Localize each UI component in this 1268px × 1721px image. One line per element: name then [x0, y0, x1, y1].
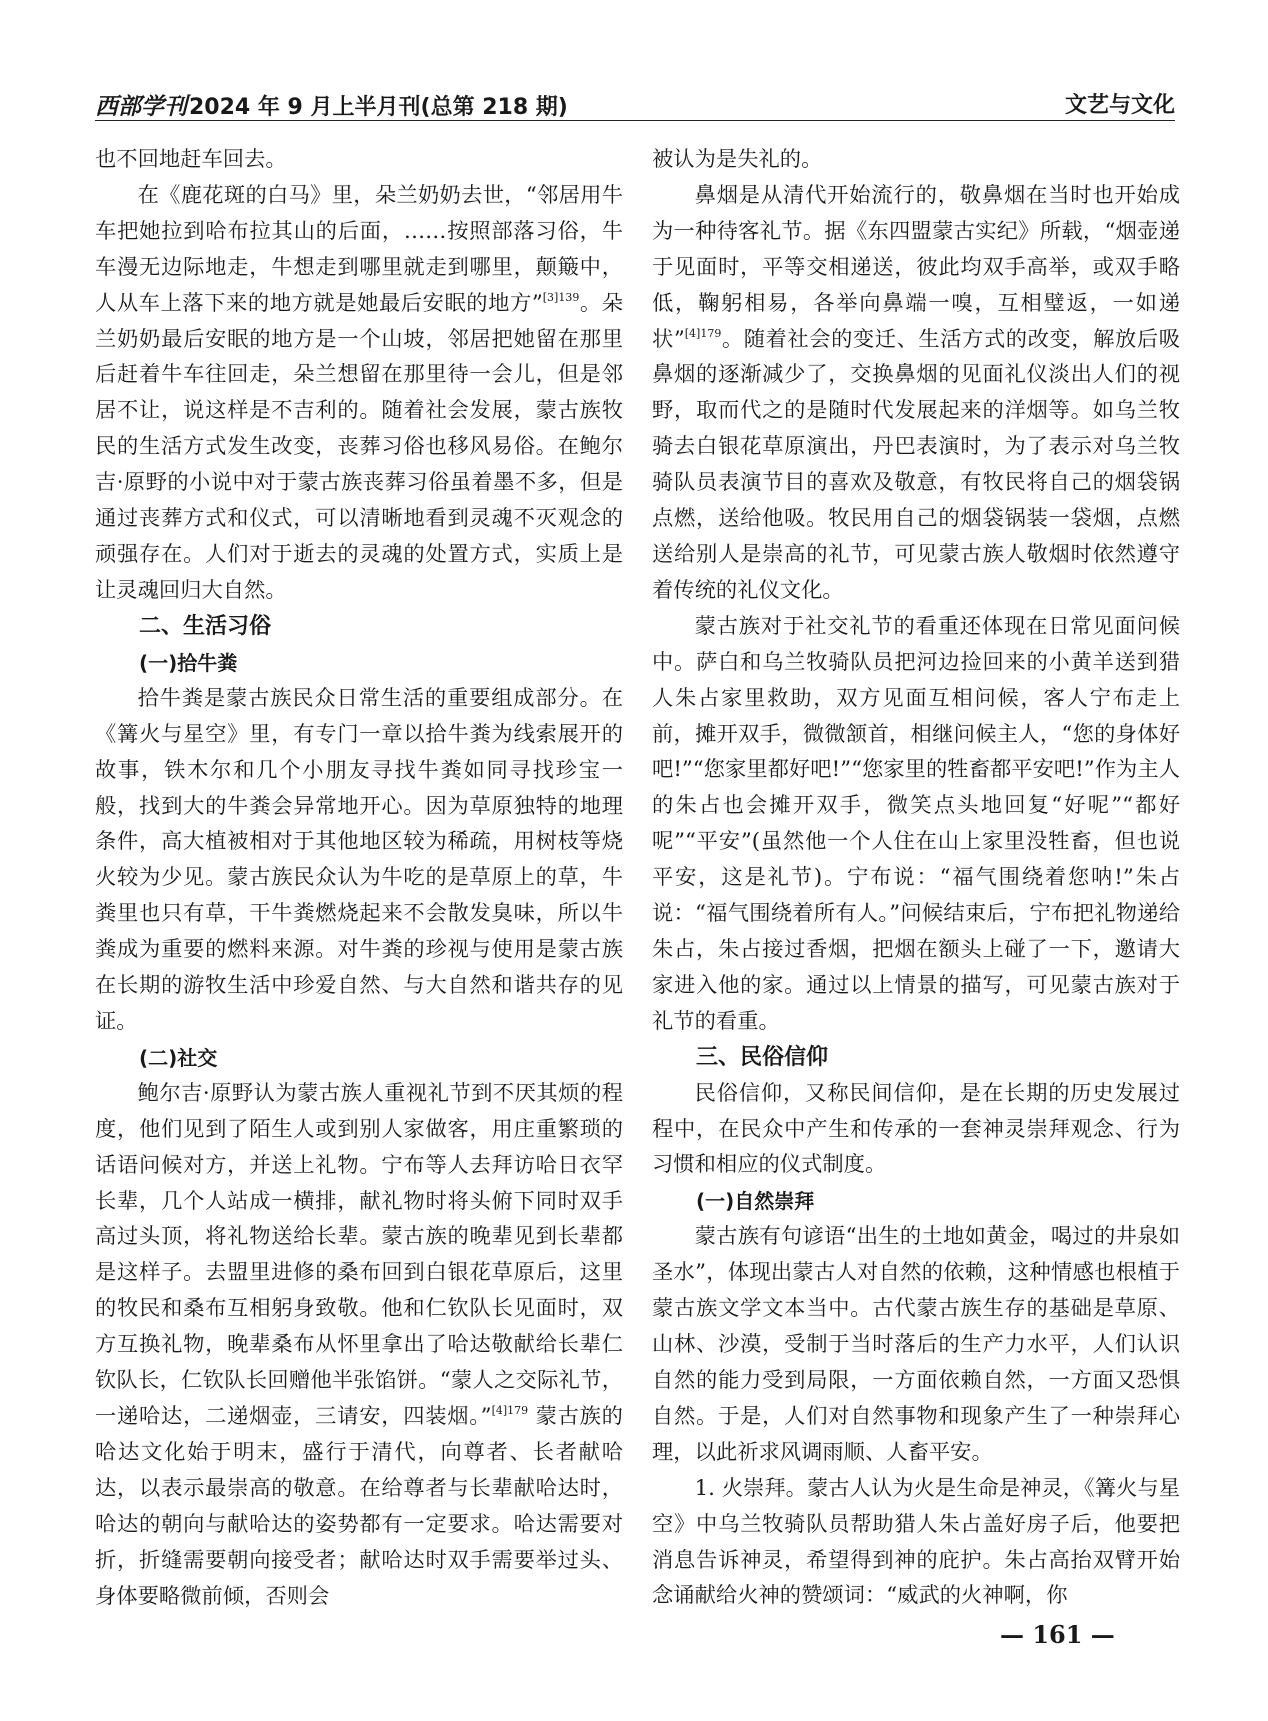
paragraph-text: 鲍尔吉·原野认为蒙古族人重视礼节到不厌其烦的程度，他们见到了陌生人或到别人家做客，用庄重繁琐的话语问候对方，并送上礼物。宁布等人去拜访哈日衣罕长辈，几个人站成一横排，献礼物时将头俯下同时双手高过头顶，将礼物送给长辈。蒙古族的晚辈见到长辈都是这样子。去盟里进修的桑布回到白银花草原后，这里的牧民和桑布互相躬身致敬。他和仁钦队长见面时，双方互换礼物，晚辈桑布从怀里拿出了哈达敬献给长辈仁钦队长，仁钦队长回赠他半张馅饼。“蒙人之交际礼节，一递哈达，二递烟壶，三请安，四装烟。”: [95, 1080, 623, 1429]
left-column: [95, 142, 623, 1614]
paragraph-text: 。朵兰奶奶最后安眠的地方是一个山坡，邻居把她留在那里后赶着牛车往回走，朵兰想留在那里待一会儿，但是邻居不让，说这样是不吉利的。随着社会发展，蒙古族牧民的生活方式发生改变，丧葬习俗也移风易俗。在鲍尔吉·原野的小说中对于蒙古族丧葬习俗虽着墨不多，但是通过丧葬方式和仪式，可以清晰地看到灵魂不灭观念的顽强存在。人们对于逝去的灵魂的处置方式，实质上是让灵魂回归大自然。: [95, 290, 623, 603]
paragraph: [652, 178, 1180, 609]
paragraph-text: 蒙古族的哈达文化始于明末，盛行于清代，向尊者、长者献哈达，以表示最崇高的敬意。在给尊者与长辈献哈达时，哈达的朝向与献哈达的姿势都有一定要求。哈达需要对折，折缝需要朝向接受者；献哈达时双手需要举过头、身体要略微前倾，否则会: [95, 1404, 623, 1609]
page-header: [95, 80, 1175, 122]
section-heading: 三、民俗信仰: [696, 1044, 829, 1070]
subsection-heading: (二)社交: [139, 1045, 218, 1070]
paragraph: 拾牛粪是蒙古族民众日常生活的重要组成部分。在《篝火与星空》里，有专门一章以拾牛粪为线索展开的故事，铁木尔和几个小朋友寻找牛粪如同寻找珍宝一般，找到大的牛粪会异常地开心。因为草原独特的地理条件，高大植被相对于其他地区较为稀疏，用树枝等烧火较为少见。蒙古族民众认为牛吃的是草原上的草，牛粪里也只有草，干牛粪燃烧起来不会散发臭味，所以牛粪成为重要的燃料来源。对牛粪的珍视与使用是蒙古族在长期的游牧生活中珍爱自然、与大自然和谐共存的见证。: [95, 685, 623, 1034]
subsection-heading: (一)拾牛粪: [139, 650, 238, 675]
issue-label: 2024 年 9 月上半月刊(总第 218 期): [189, 95, 568, 120]
right-column: [652, 142, 1180, 1614]
paragraph: 民俗信仰，又称民间信仰，是在长期的历史发展过程中，在民众中产生和传承的一套神灵崇拜观念、行为习惯和相应的仪式制度。: [652, 1080, 1180, 1178]
paragraph: 蒙古族对于社交礼节的看重还体现在日常见面问候中。萨白和乌兰牧骑队员把河边捡回来的小黄羊送到猎人朱占家里救助，双方见面互相问候，客人宁布走上前，摊开双手，微微颔首，相继问候主人，“您的身体好吧!”“您家里都好吧!”“您家里的牲畜都平安吧!”作为主人的朱占也会摊开双手，微笑点头地回复“好呢”“都好呢”“平安”(虽然他一个人住在山上家里没牲畜，但也说平安，这是礼节)。宁布说：“福气围绕着您呐!”朱占说：“福气围绕着所有人。”问候结束后，宁布把礼物递给朱占，朱占接过香烟，把烟在额头上碰了一下，邀请大家进入他的家。通过以上情景的描写，可见蒙古族对于礼节的看重。: [652, 613, 1180, 1034]
section-heading: 二、生活习俗: [139, 613, 272, 639]
paragraph: 也不回地赶车回去。: [95, 147, 287, 172]
journal-logo: 西部学刊: [95, 93, 187, 120]
paragraph: [95, 178, 623, 609]
paragraph-text: 在《鹿花斑的白马》里，朵兰奶奶去世，“邻居用牛车把她拉到哈布拉其山的后面，……按照部落习俗，牛车漫无边际地走，牛想走到哪里就走到哪里，颠簸中，人从车上落下来的地方就是她最后安眠的地方”: [95, 182, 623, 316]
section-title: 文艺与文化: [1064, 93, 1175, 118]
header-rule: [95, 120, 1175, 121]
page-number: — 161 —: [1000, 1620, 1115, 1649]
journal-issue-line: [95, 88, 568, 121]
citation: [3]139: [542, 290, 580, 304]
subsection-heading: (一)自然崇拜: [696, 1189, 815, 1214]
paragraph: [95, 1076, 623, 1615]
paragraph: 蒙古族有句谚语“出生的土地如黄金，喝过的井泉如圣水”，体现出蒙古人对自然的依赖，这种情感也根植于蒙古族文学文本当中。古代蒙古族生存的基础是草原、山林、沙漠，受制于当时落后的生产力水平，人们认识自然的能力受到局限，一方面依赖自然，一方面又恐惧自然。于是，人们对自然事物和现象产生了一种崇拜心理，以此祈求风调雨顺、人畜平安。: [652, 1224, 1180, 1465]
paragraph-text: 鼻烟是从清代开始流行的，敬鼻烟在当时也开始成为一种待客礼节。据《东四盟蒙古实纪》所载，“烟壶递于见面时，平等交相递送，彼此均双手高举，或双手略低，鞠躬相易，各举向鼻端一嗅，互相璧返，一如递状”: [652, 182, 1180, 352]
paragraph: 被认为是失礼的。: [652, 147, 823, 172]
citation: [4]179: [684, 326, 722, 340]
paragraph-text: 。随着社会的变迁、生活方式的改变，解放后吸鼻烟的逐渐减少了，交换鼻烟的见面礼仪淡出人们的视野，取而代之的是随时代发展起来的洋烟等。如乌兰牧骑去白银花草原演出，丹巴表演时，为了表示对乌兰牧骑队员表演节目的喜欢及敬意，有牧民将自己的烟袋锅点燃，送给他吸。牧民用自己的烟袋锅装一袋烟，点燃送给别人是崇高的礼节，可见蒙古族人敬烟时依然遵守着传统的礼仪文化。: [652, 326, 1180, 603]
citation: [4]179: [491, 1404, 529, 1417]
paragraph: 1. 火崇拜。蒙古人认为火是生命是神灵，《篝火与星空》中乌兰牧骑队员帮助猎人朱占盖好房子后，他要把消息告诉神灵，希望得到神的庇护。朱占高抬双臂开始念诵献给火神的赞颂词：“威武的火神啊，你: [652, 1475, 1180, 1609]
